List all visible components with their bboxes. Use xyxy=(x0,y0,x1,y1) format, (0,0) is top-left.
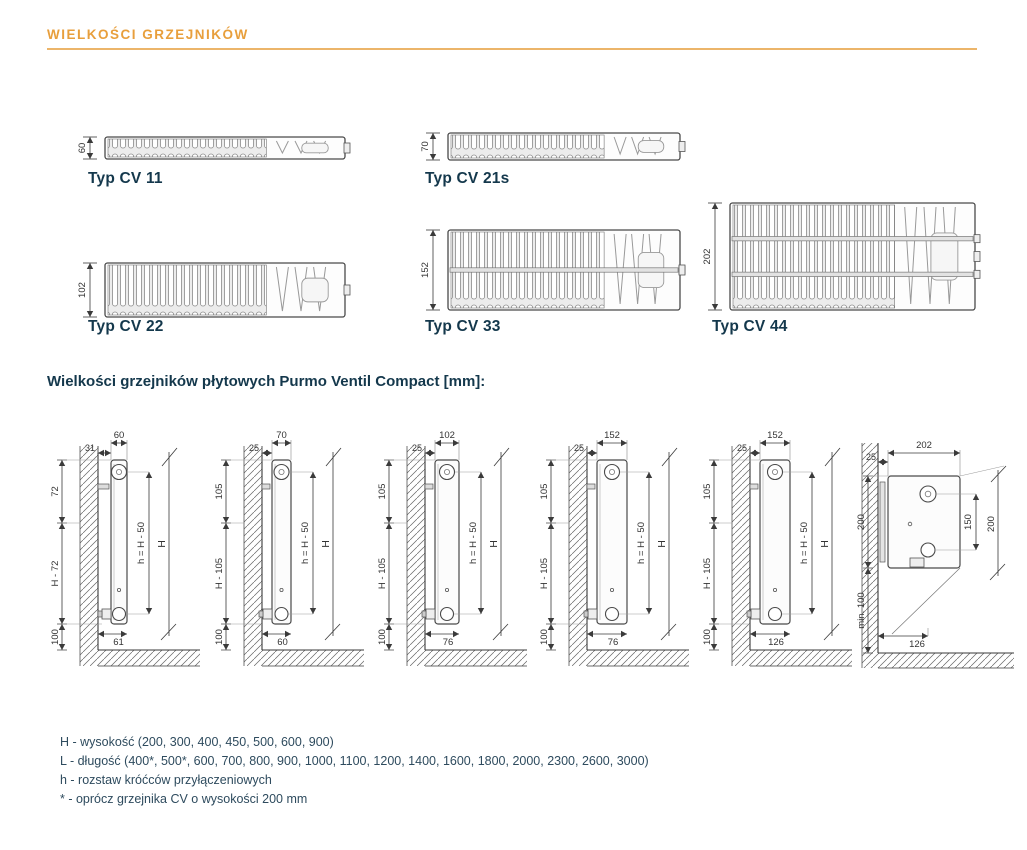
dim-label: H - 72 xyxy=(50,560,61,587)
dim-label: 25 xyxy=(248,443,259,453)
dim-label: H xyxy=(320,540,332,548)
dim-label: 100 xyxy=(702,629,713,645)
dim-label: 25 xyxy=(865,452,876,462)
plan-view-1 xyxy=(414,125,696,168)
dim-label: 25 xyxy=(736,443,747,453)
dim-label: h = H - 50 xyxy=(300,522,311,564)
dim-label: h = H - 50 xyxy=(468,522,479,564)
dim-label: H xyxy=(488,540,500,548)
dim-label: 60 xyxy=(77,142,88,154)
dim-label: 60 xyxy=(113,430,125,441)
dim-label: 200 xyxy=(856,514,867,530)
title-rule xyxy=(47,48,977,50)
dim-label: 202 xyxy=(702,248,713,265)
dim-label: 70 xyxy=(276,430,287,441)
type-label-cv11: Typ CV 11 xyxy=(88,170,163,187)
dim-label: 76 xyxy=(607,637,619,648)
dim-label: 150 xyxy=(963,514,974,530)
dim-label: H - 105 xyxy=(377,557,388,590)
section-heading: Wielkości grzejników płytowych Purmo Ventil Compact [mm]: xyxy=(47,373,486,390)
dim-label: H xyxy=(156,540,168,548)
side-diagram-cv44-h200 xyxy=(852,428,1024,668)
plan-view-4 xyxy=(696,195,991,318)
legend-block xyxy=(60,733,649,809)
dim-label: 200 xyxy=(986,516,997,532)
dim-label: 126 xyxy=(768,637,784,648)
type-label-cv22: Typ CV 22 xyxy=(88,318,164,335)
side-diagram-cv44 xyxy=(700,428,865,668)
dim-label: 76 xyxy=(442,637,454,648)
dim-label: 100 xyxy=(50,629,61,645)
type-label-cv44: Typ CV 44 xyxy=(712,318,788,335)
page-title: WIELKOŚCI GRZEJNIKÓW xyxy=(47,27,249,42)
dim-label: h = H - 50 xyxy=(136,522,147,564)
dim-label: 152 xyxy=(604,430,620,441)
dim-label: 152 xyxy=(767,430,783,441)
side-diagram-cv11 xyxy=(48,428,213,668)
plan-view-0 xyxy=(71,129,361,167)
dim-label: h = H - 50 xyxy=(799,522,810,564)
plan-view-2 xyxy=(71,255,361,325)
dim-label: 100 xyxy=(377,629,388,645)
side-diagram-cv22 xyxy=(375,428,540,668)
legend-line-h: H - wysokość (200, 300, 400, 450, 500, 600, 900) xyxy=(60,735,334,749)
type-label-cv21s: Typ CV 21s xyxy=(425,170,510,187)
dim-label: 102 xyxy=(77,282,88,298)
dim-label: 100 xyxy=(214,629,225,645)
type-label-cv33: Typ CV 33 xyxy=(425,318,501,335)
dim-label: 105 xyxy=(539,483,550,500)
dim-label: H - 105 xyxy=(214,557,225,590)
dim-label: 61 xyxy=(113,637,124,648)
dim-label: 126 xyxy=(909,639,925,650)
dim-label: min. 100 xyxy=(856,592,867,629)
dim-label: 105 xyxy=(702,483,713,500)
dim-label: 100 xyxy=(539,629,550,645)
dim-label: H xyxy=(656,540,668,548)
dim-label: H - 105 xyxy=(702,557,713,590)
dim-label: 25 xyxy=(411,443,422,453)
legend-line-l: L - długość (400*, 500*, 600, 700, 800, 900, 1000, 1100, 1200, 1400, 1600, 1800, 2000, 2300, 2600, 3000) xyxy=(60,754,649,768)
dim-label: h = H - 50 xyxy=(636,522,647,564)
side-diagram-cv33 xyxy=(537,428,702,668)
legend-line-hs: h - rozstaw króćców przyłączeniowych xyxy=(60,773,272,787)
dim-label: 202 xyxy=(916,440,932,451)
dim-label: 31 xyxy=(84,443,95,453)
dim-label: 152 xyxy=(420,262,431,278)
dim-label: H - 105 xyxy=(539,557,550,590)
legend-line-star: * - oprócz grzejnika CV o wysokości 200 mm xyxy=(60,792,308,806)
dim-label: H xyxy=(819,540,831,548)
plan-view-3 xyxy=(414,222,696,318)
side-diagram-cv21s xyxy=(212,428,377,668)
dim-label: 105 xyxy=(377,483,388,500)
dim-label: 25 xyxy=(573,443,584,453)
dim-label: 102 xyxy=(439,430,455,441)
dim-label: 72 xyxy=(50,486,61,497)
dim-label: 70 xyxy=(420,141,431,152)
dim-label: 105 xyxy=(214,483,225,500)
dim-label: 60 xyxy=(277,637,288,648)
